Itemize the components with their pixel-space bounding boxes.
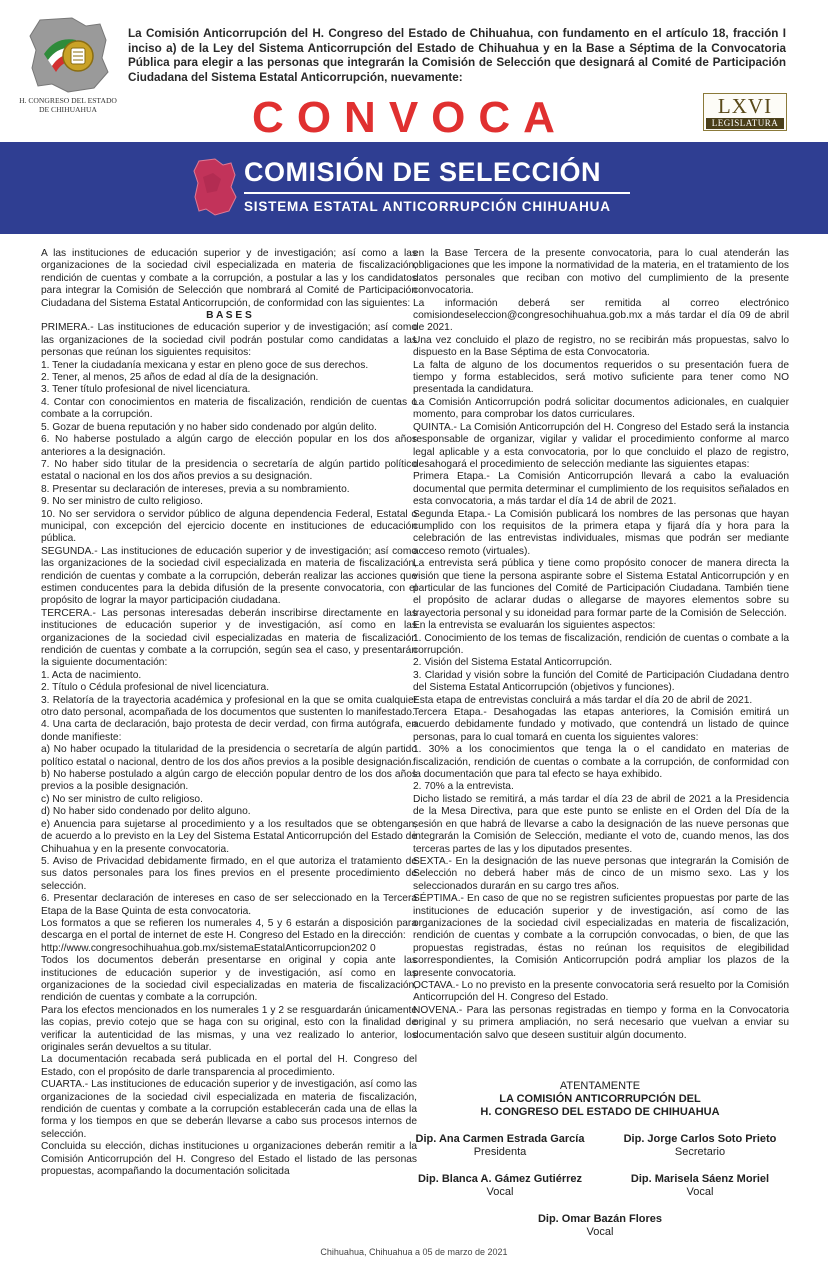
signatory-name: Dip. Blanca A. Gámez Gutiérrez (417, 1173, 583, 1185)
legislatura-label: LEGISLATURA (706, 118, 784, 129)
signatory-role: Vocal (686, 1186, 714, 1198)
signatory-secretary (600, 1133, 800, 1159)
paragraph: SÉPTIMA.- En caso de que no se registren suficientes propuestas por parte de las instituciones de educación superior y de investigación, así como de las organizaciones de la sociedad civil especializadas en materia de fiscalización, rendición de cuentas y combate a la corrupción convocadas, o bien, de que las propuestas registradas, éstas no reúnan los requisitos de elegibilidad correspondientes, la Comisión Anticorrupción podrá ampliar los plazos de la presente convocatoria. (413, 893, 789, 979)
paragraph: SEXTA.- En la designación de las nueve personas que integrarán la Comisión de Selección no deberá haber más de cinco de un mismo sexo. Las y los seleccionados durarán en su cargo tres años. (413, 855, 789, 892)
paragraph: La información deberá ser remitida al correo electrónico comisiondeseleccion@congresochihuahua.gob.mx a más tardar el día 09 de abril de 2021. (413, 297, 789, 334)
paragraph: PRIMERA.- Las instituciones de educación superior y de investigación; así como las organizaciones de la sociedad civil podrán postular como candidatas a las personas que reúnan los siguientes requisitos: (41, 322, 417, 359)
paragraph: 8. Presentar su declaración de intereses, previa a su nombramiento. (41, 483, 350, 495)
paragraph: 1. Tener la ciudadanía mexicana y estar en pleno goce de sus derechos. (41, 359, 369, 371)
paragraph: 1. 30% a los conocimientos que tenga la o el candidato en materias de fiscalización, rendición de cuentas o combate a la corrupción, de conformidad con la documentación que para tal efecto se haya exhibido. (413, 744, 789, 781)
paragraph: 1. Conocimiento de los temas de fiscalización, rendición de cuentas o combate a la corrupción. (413, 632, 789, 656)
paragraph: 9. No ser ministro de culto religioso. (41, 496, 203, 508)
paragraph: Los formatos a que se refieren los numerales 4, 5 y 6 estarán a disposición para descarga en el portal de internet de este H. Congreso del Estado en la dirección: (41, 917, 417, 942)
title-banner (0, 142, 828, 234)
paragraph: 4. Contar con conocimientos en materia de fiscalización, rendición de cuentas o combate a la corrupción. (41, 396, 417, 421)
paragraph: 2. Tener, al menos, 25 años de edad al día de la designación. (41, 372, 319, 384)
paragraph: 2. Visión del Sistema Estatal Anticorrupción. (413, 657, 613, 669)
paragraph: Para los efectos mencionados en los numerales 1 y 2 se resguardarán únicamente las copias, previo cotejo que se haga con su original, esto con la finalidad de verificar la autenticidad de las mismas, y una vez realizado lo anterior, los originales serán devueltos a su titular. (41, 1004, 417, 1053)
paragraph: 10. No ser servidora o servidor público de alguna dependencia Federal, Estatal o municipal, con excepción del ejercicio docente en instituciones de educación pública. (41, 508, 417, 545)
banner-divider (244, 192, 630, 194)
paragraph: A las instituciones de educación superior y de investigación; así como a las organizaciones de la sociedad civil especializada en materia de fiscalización, rendición de cuentas y combate a la corrupción, a postular a las y los candidatos para integrar la Comisión de Selección que nombrará al Comité de Participación Ciudadana del Sistema Estatal Anticorrupción, de conformidad con las siguientes: (41, 248, 417, 309)
paragraph: 3. Relatoría de la trayectoria académica y profesional en la que se omita cualquier otro dato personal, acompañada de los documentos que sustenten lo manifestado. (41, 694, 417, 719)
intro-paragraph: La Comisión Anticorrupción del H. Congreso del Estado de Chihuahua, con fundamento en el artículo 18, fracción I inciso a) de la Ley del Sistema Anticorrupción del Estado de Chihuahua y en la Base a Séptima de la Convocatoria Pública para elegir a las personas que integrarán la Comisión de Selección que designará al Comité de Participación Ciudadana del Sistema Estatal Anticorrupción, nuevamente: (128, 27, 786, 84)
paragraph: Todos los documentos deberán presentarse en original y copia ante las instituciones de educación superior y de investigación, así como en las organizaciones de la sociedad civil especializadas en materia de fiscalización, rendición de cuentas y combate a la corrupción. (41, 955, 417, 1004)
paragraph: 2. 70% a la entrevista. (413, 781, 514, 793)
left-column (41, 248, 417, 1178)
banner-title: COMISIÓN DE SELECCIÓN (244, 157, 602, 187)
signatory-name: Dip. Marisela Sáenz Moriel (630, 1173, 770, 1185)
paragraph: 2. Título o Cédula profesional de nivel licenciatura. (41, 682, 270, 694)
paragraph: d) No haber sido condenado por delito alguno. (41, 806, 251, 818)
signatures (400, 1080, 800, 1239)
paragraph: 3. Claridad y visión sobre la función del Comité de Participación Ciudadana dentro del Sistema Estatal Anticorrupción (objetivos y funciones). (413, 669, 789, 694)
congress-logo (18, 14, 118, 114)
legislatura-badge (703, 93, 787, 131)
paragraph: La entrevista será pública y tiene como propósito conocer de manera directa la visión que tiene la persona aspirante sobre el Sistema Estatal Anticorrupción y en particular de las funciones del Comité de Participación Ciudadana. También tiene el propósito de aclarar dudas o allegarse de mayores elementos sobre su trayectoria personal y su idoneidad para formar parte de la Comisión de Selección. (413, 558, 789, 619)
header (0, 0, 828, 140)
signatory-role: Presidenta (473, 1146, 527, 1158)
signatory-name: Dip. Omar Bazán Flores (537, 1213, 663, 1225)
signatory-name: Dip. Ana Carmen Estrada García (415, 1133, 585, 1145)
paragraph: Una vez concluido el plazo de registro, no se recibirán más propuestas, salvo lo dispuesto en la Base Séptima de esta Convocatoria. (413, 334, 789, 359)
paragraph: OCTAVA.- Lo no previsto en la presente convocatoria será resuelto por la Comisión Anticorrupción del H. Congreso del Estado. (413, 979, 789, 1004)
paragraph: 1. Acta de nacimiento. (41, 669, 142, 681)
paragraph: 5. Gozar de buena reputación y no haber sido condenado por algún delito. (41, 421, 377, 433)
paragraph: La documentación recabada será publicada en el portal del H. Congreso del Estado, con el propósito de darle transparencia al procedimiento. (41, 1054, 417, 1078)
paragraph: NOVENA.- Para las personas registradas en tiempo y forma en la Convocatoria original y su primera ampliación, no será necesario que vuelvan a enviar su documentación salvo que deseen sustituir algún documento. (413, 1004, 789, 1041)
paragraph: Segunda Etapa.- La Comisión publicará los nombres de las personas que hayan cumplido con los requisitos de la primera etapa y fijará día y hora para la celebración de las entrevistas individuales, mismas que podrán ser mediante acceso remoto (virtuales). (413, 508, 789, 557)
paragraph: Primera Etapa.- La Comisión Anticorrupción llevará a cabo la evaluación documental que permita determinar el cumplimiento de los requisitos señalados en esta convocatoria, a más tardar el día 14 de abril de 2021. (413, 471, 789, 508)
signatory-vocal-1 (400, 1173, 600, 1199)
banner-subtitle: SISTEMA ESTATAL ANTICORRUPCIÓN CHIHUAHUA (244, 199, 611, 214)
paragraph: e) Anuencia para sujetarse al procedimiento y a los resultados que se obtengan, de acuerdo a lo previsto en la Ley del Sistema Estatal Anticorrupción del Estado de Chihuahua y en la presente convocatoria. (41, 818, 417, 855)
convoca-heading: CONVOCA (252, 93, 568, 142)
signatory-vocal-3 (500, 1213, 700, 1239)
chihuahua-map-seal-icon (26, 14, 110, 94)
paragraph: 5. Aviso de Privacidad debidamente firmado, en el que autoriza el tratamiento de sus datos personales para los fines previos en el presente procedimiento de selección. (41, 855, 417, 892)
paragraph: 6. No haberse postulado a algún cargo de elección popular en los dos años anteriores a la designación. (41, 434, 417, 458)
paragraph: La Comisión Anticorrupción podrá solicitar documentos adicionales, en cualquier momento, para comprobar los datos curriculares. (413, 396, 789, 421)
legislatura-number: LXVI (717, 94, 773, 118)
paragraph: b) No haberse postulado a algún cargo de elección popular dentro de los dos años previos a la posible designación. (41, 769, 417, 793)
paragraph: CUARTA.- Las instituciones de educación superior y de investigación, así como las organizaciones de la sociedad civil especializada en materia de fiscalización, rendición de cuentas y combate a la corrupción establecerán cada una de ellas la forma y los tiempos en que se deberán llevarse a cabo sus procesos internos de selección. (41, 1079, 417, 1140)
paragraph: en la Base Tercera de la presente convocatoria, para lo cual atenderán las obligaciones que les impone la normatividad de la materia, en el tratamiento de los datos personales que reciban con motivo del cumplimiento de la presente convocatoria. (413, 248, 789, 297)
paragraph: 3. Tener título profesional de nivel licenciatura. (41, 384, 251, 396)
signing-org-line2: H. CONGRESO DEL ESTADO DE CHIHUAHUA (480, 1106, 720, 1118)
right-column (413, 248, 789, 1042)
paragraph: 6. Presentar declaración de intereses en caso de ser seleccionado en la Tercera Etapa de la Base Quinta de esta convocatoria. (41, 893, 417, 917)
paragraph: 7. No haber sido titular de la presidencia o secretaría de algún partido político estatal o nacional en los dos años previos a su designación. (41, 458, 417, 483)
paragraph: SEGUNDA.- Las instituciones de educación superior y de investigación; así como las organizaciones de la sociedad civil especializada en materia de fiscalización, rendición de cuentas y combate a la corrupción, deberán realizar las acciones que estimen conducentes para la debida difusión de la presente convocatoria, con el propósito de lograr la mayor participación ciudadana. (41, 545, 417, 607)
paragraph: En la entrevista se evaluarán los siguientes aspectos: (413, 620, 656, 632)
paragraph: 4. Una carta de declaración, bajo protesta de decir verdad, con firma autógrafa, en donde manifieste: (41, 719, 417, 743)
chihuahua-state-map-icon (193, 157, 237, 217)
signatory-role: Vocal (586, 1226, 614, 1238)
paragraph: a) No haber ocupado la titularidad de la presidencia o secretaría de algún partido político estatal o nacional, dentro de los dos años previos a la posible designación. (41, 744, 417, 768)
logo-caption-line1: H. CONGRESO DEL ESTADO (19, 96, 117, 105)
paragraph: Tercera Etapa.- Desahogadas las etapas anteriores, la Comisión emitirá un acuerdo debidamente fundado y motivado, que contendrá un listado de quince personas, para lo cual tomará en cuenta los siguientes valores: (413, 707, 789, 743)
paragraph: TERCERA.- Las personas interesadas deberán inscribirse directamente en las instituciones de educación superior y de investigación, así como en las organizaciones de la sociedad civil especializadas en materia de fiscalización rendición de cuentas y combate a la corrupción, según sea el caso, y presentarán la siguiente documentación: (41, 607, 417, 669)
dateline: Chihuahua, Chihuahua a 05 de marzo de 2021 (320, 1247, 508, 1257)
paragraph: http://www.congresochihuahua.gob.mx/sistemaEstatalAnticorrupcion202 0 (41, 942, 376, 954)
signatory-vocal-2 (600, 1173, 800, 1199)
logo-caption-line2: DE CHIHUAHUA (38, 104, 97, 114)
paragraph: Concluida su elección, dichas instituciones u organizaciones deberán remitir a la Comisión Anticorrupción del H. Congreso del Estado el listado de las personas propuestas, acompañando la documentación solicitada (41, 1141, 417, 1178)
signatory-name: Dip. Jorge Carlos Soto Prieto (623, 1133, 777, 1145)
signatory-president (400, 1133, 600, 1159)
bases-heading: B A S E S (206, 310, 252, 322)
signing-org-line1: LA COMISIÓN ANTICORRUPCIÓN DEL (499, 1093, 701, 1105)
paragraph: Dicho listado se remitirá, a más tardar el día 23 de abril de 2021 a la Presidencia de la Mesa Directiva, para que este punto se enliste en el Orden del Día de la sesión en que habrá de llevarse a cabo la designación de las nueve personas que integrarán la Comisión de Selección, mediante el voto de, cuando menos, las dos terceras partes de las y los diputados presentes. (413, 793, 789, 855)
signatory-role: Vocal (486, 1186, 514, 1198)
paragraph: c) No ser ministro de culto religioso. (41, 793, 203, 805)
signatory-role: Secretario (674, 1146, 726, 1158)
paragraph: QUINTA.- La Comisión Anticorrupción del H. Congreso del Estado será la instancia responsable de organizar, vigilar y validar el procedimiento conforme al marco legal aplicable y a esta convocatoria, por lo que concluido el plazo de registro, desahogará el procedimiento de selección mediante las siguientes etapas: (413, 421, 789, 470)
closing-word: ATENTAMENTE (559, 1080, 641, 1092)
paragraph: La falta de alguno de los documentos requeridos o su presentación fuera de tiempo y forma establecidos, será motivo suficiente para tener como NO presentada la candidatura. (413, 359, 789, 396)
paragraph: Esta etapa de entrevistas concluirá a más tardar el día 20 de abril de 2021. (413, 694, 753, 706)
